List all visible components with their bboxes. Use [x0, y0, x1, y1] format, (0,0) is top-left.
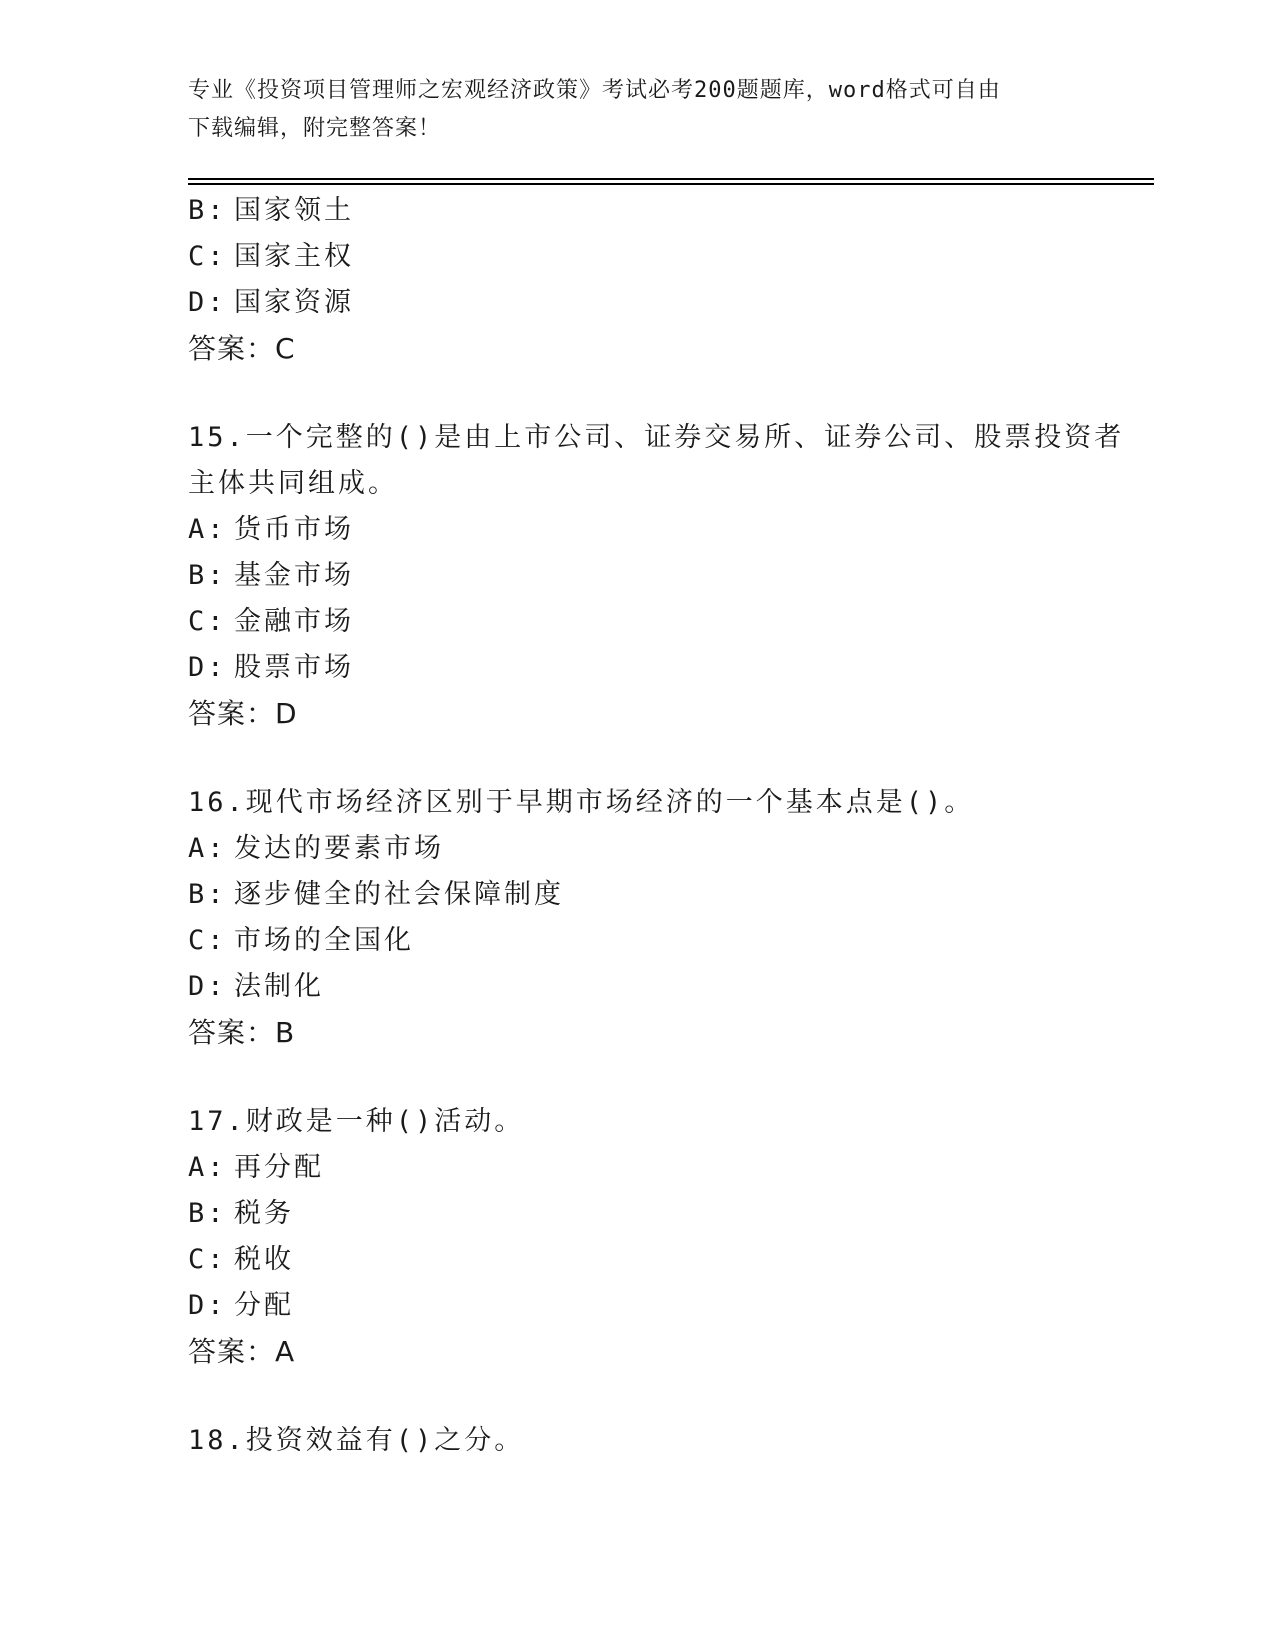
answer: 答案：B: [188, 1016, 296, 1049]
answer: 答案：C: [188, 332, 296, 365]
option-c: C: 市场的全国化: [188, 925, 414, 956]
question-15: [188, 415, 1125, 737]
question-stem-continued: 主体共同组成。: [188, 468, 398, 499]
question-stem: 17.财政是一种()活动。: [188, 1106, 525, 1137]
option-b: B: 国家领土: [188, 195, 354, 226]
option-a: A: 发达的要素市场: [188, 833, 444, 864]
question-16: [188, 780, 1088, 1056]
question-14: [188, 188, 1088, 372]
document-header: [188, 72, 1088, 148]
header-rule-bottom: [188, 183, 1154, 185]
option-c: C: 国家主权: [188, 241, 354, 272]
header-line-2: 下载编辑，附完整答案！: [188, 116, 442, 141]
header-line-1: 专业《投资项目管理师之宏观经济政策》考试必考200题题库，word格式可自由: [188, 78, 1001, 103]
question-18: [188, 1418, 1088, 1464]
question-stem: 15.一个完整的()是由上市公司、证券交易所、证券公司、股票投资者: [188, 422, 1125, 453]
question-17: [188, 1099, 1088, 1375]
option-d: D: 法制化: [188, 971, 324, 1002]
header-rule-top: [188, 178, 1154, 180]
option-d: D: 国家资源: [188, 287, 354, 318]
option-b: B: 基金市场: [188, 560, 354, 591]
option-a: A: 货币市场: [188, 514, 354, 545]
option-d: D: 股票市场: [188, 652, 354, 683]
option-b: B: 税务: [188, 1198, 294, 1229]
question-stem: 16.现代市场经济区别于早期市场经济的一个基本点是()。: [188, 787, 975, 818]
answer: 答案：A: [188, 1335, 296, 1368]
option-a: A: 再分配: [188, 1152, 324, 1183]
option-b: B: 逐步健全的社会保障制度: [188, 879, 564, 910]
option-d: D: 分配: [188, 1290, 294, 1321]
option-c: C: 税收: [188, 1244, 294, 1275]
answer: 答案：D: [188, 697, 298, 730]
question-stem: 18.投资效益有()之分。: [188, 1425, 525, 1456]
option-c: C: 金融市场: [188, 606, 354, 637]
question-list: [188, 188, 1125, 1464]
